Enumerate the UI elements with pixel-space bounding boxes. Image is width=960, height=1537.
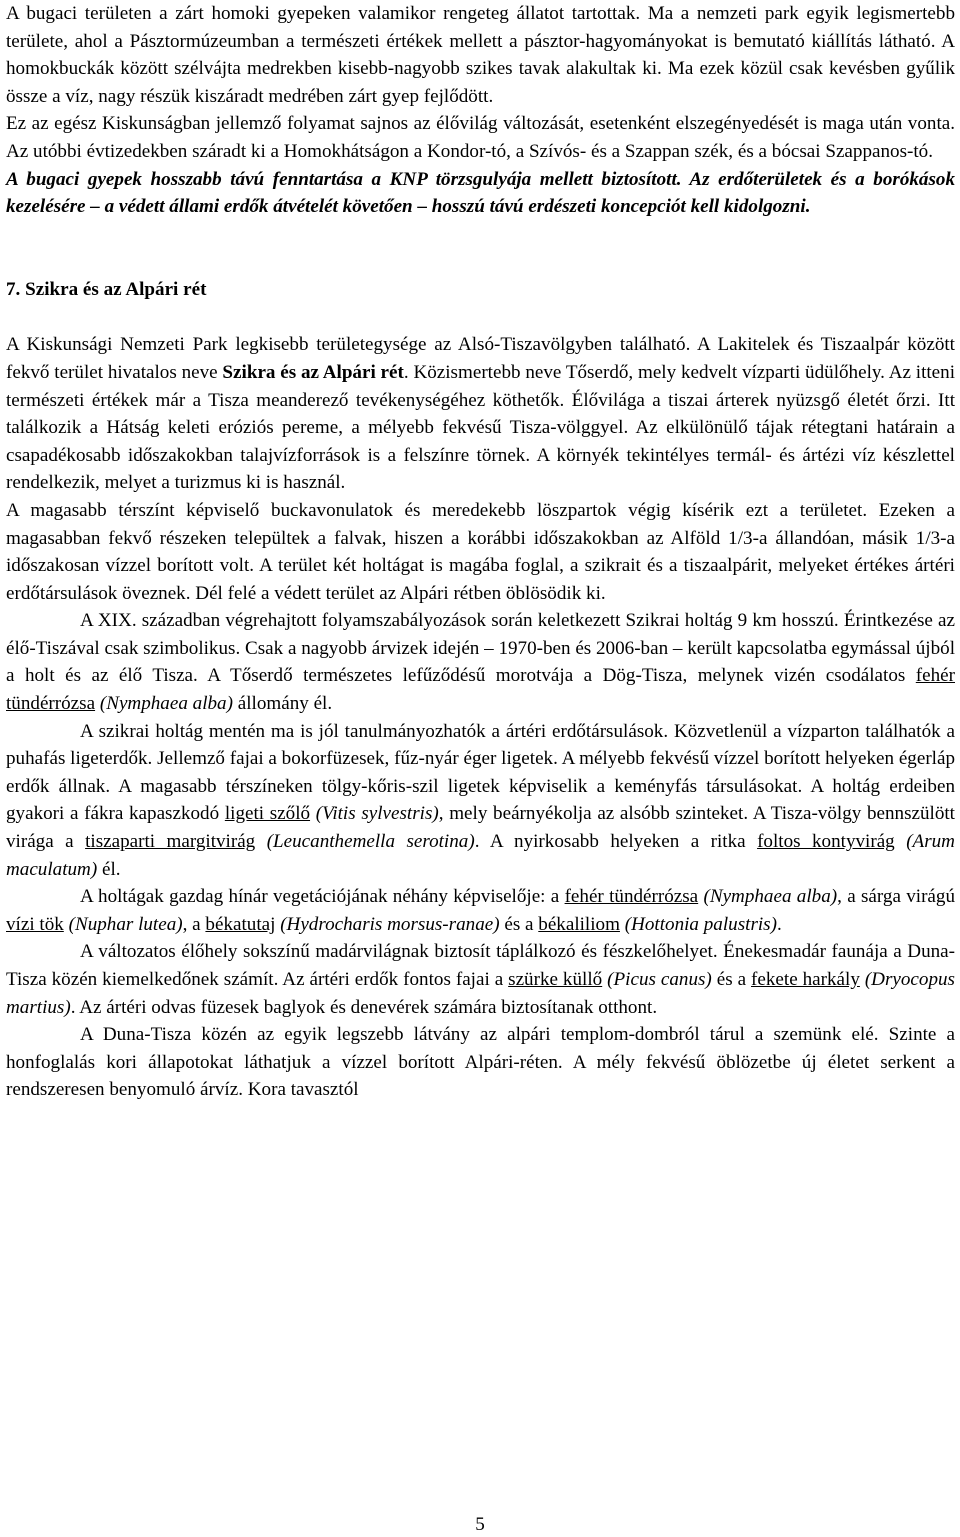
- section-heading: 7. Szikra és az Alpári rét: [6, 278, 207, 300]
- spacer: [6, 221, 955, 276]
- paragraph-kiskunsag-process: [6, 110, 955, 165]
- species-link[interactable]: foltos kontyvirág: [757, 831, 895, 853]
- text: és a: [499, 913, 539, 935]
- paragraph-forest-associations: [6, 718, 955, 884]
- paragraph-holtag: [6, 607, 955, 717]
- latin-name: (Nuphar lutea): [68, 913, 183, 935]
- text: A Kiskunsági Nemzeti Park legkisebb területegysége az Alsó-Tiszavölgyben található. A Lakitelek és Tiszaalpár között fekvő terület hivatalos neve: [6, 334, 955, 383]
- text: . Közismertebb neve Tőserdő, mely kedvelt vízparti üdülőhely. Az itteni természeti értékek már a Tisza meanderező tevékenységéhez köthetők. Élővilága a tiszai árterek nyüzsgő életét őrzi. Itt találkozik a Hátság keleti eróziós pereme, a mélyebb fekvésű Tisza-völggyel. Az elkülönülő tájak rétegtani határain a csapadékosabb időszakokban talajvízforrások is a felszínre törnek. A környék tekintélyes termál- és ártézi víz készlettel rendelkezik, melyet a turizmus ki is használ.: [6, 361, 956, 494]
- paragraph-terrain: [6, 497, 955, 607]
- text: , a: [182, 913, 206, 935]
- text: . Az ártéri odvas füzesek baglyok és denevérek számára biztosítanak otthont.: [70, 996, 658, 1018]
- text: A Duna-Tisza közén az egyik legszebb látvány az alpári templom-dombról tárul a szemünk elé. Szinte a honfoglalás kori állapotokat láthatjuk a vízzel borított Alpári-réten. A mély fekvésű öblözetbe új életet serkent a rendszeresen benyomuló árvíz. Kora tavasztól: [6, 1024, 955, 1101]
- text: A bugaci gyepek hosszabb távú fenntartása a KNP törzsgulyája mellett biztosított. Az erdőterületek és a borókások kezelésére – a védett állami erdők átvételét követően – hosszú távú erdészeti koncepciót kell kidolgozni.: [6, 168, 955, 218]
- text: , a sárga virágú: [837, 886, 955, 908]
- text: A szikrai holtág mentén ma is jól tanulmányozhatók a ártéri erdőtársulások. Közvetlenül a vízparton találhatók a puhafás ligeterdők. Jellemző fajai a bokorfüzesek, fűz-nyár éger ligetek. A mélyebb fekvésű vízzel borított helyeken égerláp erdők állnak. A magasabb térszíneken tölgy-kőris-szil ligetek képviselik a keményfás társulásokat. A holtág erdeiben gyakori a fákra kapaszkodó: [6, 720, 955, 825]
- page-number: 5: [475, 1514, 485, 1535]
- official-name: Szikra és az Alpári rét: [222, 361, 404, 383]
- species-link[interactable]: fehér tündérrózsa: [6, 665, 955, 715]
- text: Ez az egész Kiskunságban jellemző folyamat sajnos az élővilág változását, esetenként elszegényedését is maga után vonta.: [6, 113, 955, 135]
- species-link[interactable]: békatutaj: [205, 913, 276, 935]
- text: A holtágak gazdag hínár vegetációjának néhány képviselője: a: [80, 886, 565, 908]
- text: A bugaci területen a zárt homoki gyepeken valamikor rengeteg állatot tartottak. Ma a nemzeti park egyik legismertebb területe, ahol a Pásztormúzeumban a természeti értékek mellett a pásztor-hagyományokat is bemutató kiállítás látható.: [6, 3, 955, 52]
- latin-name: (Nymphaea alba): [703, 886, 838, 908]
- latin-name: (Arum maculatum): [6, 831, 955, 880]
- species-link[interactable]: ligeti szőlő: [224, 803, 311, 825]
- latin-name: (Hydrocharis morsus-ranae): [280, 913, 500, 935]
- paragraph-birdlife: [6, 938, 955, 1021]
- paragraph-alpar-view: [6, 1021, 955, 1104]
- latin-name: (Dryocopus martius): [6, 969, 955, 1018]
- paragraph-szikra-intro: [6, 331, 955, 497]
- text: , mely beárnyékolja az alsóbb szinteket. A Tisza-völgy bennszülött virága a: [6, 803, 955, 853]
- latin-name: (Picus canus): [607, 969, 712, 990]
- latin-name: (Hottonia palustris): [624, 913, 777, 935]
- spacer: [6, 303, 955, 331]
- species-link[interactable]: fekete harkály: [751, 969, 860, 990]
- latin-name: (Nymphaea alba): [99, 693, 233, 715]
- text: állomány él.: [232, 693, 333, 715]
- text: A XIX. században végrehajtott folyamszabályozások során keletkezett Szikrai holtág 9 km hosszú. Érintkezése az élő-Tiszával csak szimbolikus. Csak a nagyobb árvizek idején – 1970-ben és 2006-ban – került kapcsolatba egymással újból a holt és az élő Tisza. A Tőserdő természetes lefűződésű morotvája a Dög-Tisza, melynek vizén csodálatos: [6, 610, 955, 687]
- latin-name: (Leucanthemella serotina): [266, 831, 475, 853]
- text: A változatos élőhely sokszínű madárvilágnak biztosít táplálkozó és fészkelőhelyet. Énekesmadár faunája a Duna-Tisza közén kiemelkedőnek számít. Az ártéri erdők fontos fajai a: [6, 941, 955, 990]
- paragraph-aquatic-vegetation: [6, 883, 955, 938]
- document-page: [6, 0, 955, 1104]
- text: Az utóbbi évtizedekben száradt ki a Homokhátságon a Kondor-tó, a Szívós- és a Szappan szék, és a bócsai Szappanos-tó.: [6, 140, 933, 162]
- paragraph-bugac-intro: [6, 0, 955, 110]
- species-link[interactable]: vízi tök: [6, 913, 64, 935]
- text: és a: [711, 969, 752, 990]
- text: .: [776, 913, 782, 935]
- text: él.: [97, 858, 121, 880]
- species-link[interactable]: fehér tündérrózsa: [564, 886, 699, 908]
- latin-name: (Vitis sylvestris): [315, 803, 439, 825]
- species-link[interactable]: tiszaparti margitvirág: [85, 831, 256, 853]
- text: . A nyirkosabb helyeken a ritka: [474, 831, 758, 853]
- text: A magasabb térszínt képviselő buckavonulatok és meredekebb löszpartok végig kísérik ezt a területet. Ezeken a magasabban fekvő részeken települtek a falvak, hiszen a korábbi időszakokban az Alföld 1/3-a állandóan, másik 1/3-a időszakosan vízzel borított volt. A terület két holtágat is magába foglal, a szikrait és a tiszaalpárit, melyeket értékes ártéri erdőtársulások öveznek. Dél felé a védett terület az Alpári rétben öblösödik ki.: [6, 499, 955, 604]
- species-link[interactable]: szürke küllő: [508, 969, 603, 990]
- paragraph-bugac-management: [6, 166, 955, 221]
- species-link[interactable]: békaliliom: [538, 913, 620, 935]
- text: A homokbuckák között szélvájta medrekben kisebb-nagyobb szikes tavak alakultak ki. Ma ezek közül csak kevésben gyűlik össze a víz, nagy részük kiszáradt medrében zárt gyep fejlődött.: [6, 30, 955, 107]
